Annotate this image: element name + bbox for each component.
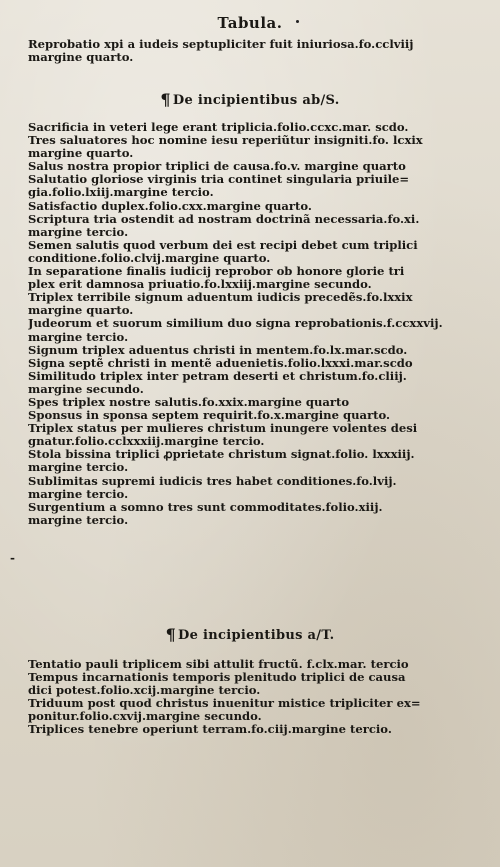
text-line: ponitur.folio.cxvij.margine secundo. [28,710,262,724]
text-line: margine secundo. [28,382,144,396]
section-heading-text: De incipientibus a/T. [178,628,335,643]
index-entry [28,370,468,396]
index-entry [28,396,468,409]
text-line: Signa septẽ christi in mentẽ aduenietis.folio.lxxxi.mar.scdo [28,356,413,370]
page-header: Tabula. [217,14,283,32]
index-entry [28,200,468,213]
index-entry [28,501,468,527]
index-entry [28,344,468,357]
section-t-entries [28,658,468,737]
text-line: margine tercio. [28,461,129,475]
text-line: Sublimitas supremi iudicis tres habet conditiones.fo.lvij. [28,474,397,488]
index-entry [28,160,468,173]
text-line: margine tercio. [28,330,129,344]
text-line: Semen salutis quod verbum dei est recipi debet cum triplici [28,238,418,252]
text-line: margine tercio. [28,513,129,527]
text-line: margine quarto. [28,51,134,65]
index-entry [28,448,468,474]
pilcrow-icon: ¶ [160,90,171,109]
text-line: Surgentium a somno tres sunt commoditates.folio.xiij. [28,500,383,514]
index-entry [28,239,468,265]
index-entry [28,671,468,697]
text-line: Reprobatio xpi a iudeis septupliciter fuit iniuriosa.fo.cclviij [28,38,414,51]
text-line: Satisfactio duplex.folio.cxx.margine quarto. [28,199,312,213]
section-heading-s [0,90,500,109]
text-line: In separatione finalis iudicij reprobor ob honore glorie tri [28,265,405,279]
margin-mark: - [10,551,15,565]
index-entry [28,265,468,291]
text-line: margine quarto. [28,147,134,161]
text-line: Triplex status per mulieres christum inungere volentes desi [28,422,418,436]
text-line: gia.folio.lxiij.margine tercio. [28,186,214,200]
text-line: gnatur.folio.cclxxxiij.margine tercio. [28,435,265,449]
index-entry [28,357,468,370]
text-line: conditione.folio.clvij.margine quarto. [28,251,271,265]
text-line: Scriptura tria ostendit ad nostram doctrinã necessaria.fo.xi. [28,212,420,226]
text-line: margine tercio. [28,487,129,501]
index-entry [28,291,468,317]
index-entry [28,723,468,736]
index-entry [28,658,468,671]
index-entry [28,134,468,160]
text-line: margine quarto. [28,304,134,318]
text-line: Stola bissina triplici ꝓprietate christum signat.folio. lxxxiij. [28,448,415,462]
section-heading-t [0,625,500,644]
text-line: Triplices tenebre operiunt terram.fo.ciij.margine tercio. [28,723,392,737]
index-entry [28,173,468,199]
text-line: dici potest.folio.xcij.margine tercio. [28,684,261,698]
section-s-entries [28,121,468,527]
text-line: Triplex terribile signum aduentum iudicis precedẽs.fo.lxxix [28,291,413,305]
index-entry [28,121,468,134]
pilcrow-icon: ¶ [165,625,177,644]
index-entry [28,317,468,343]
index-entry [28,409,468,422]
text-line: Spes triplex nostre salutis.fo.xxix.margine quarto [28,395,350,409]
text-line: Judeorum et suorum similium duo signa reprobationis.f.ccxxvij. [28,317,443,331]
text-line: Tres saluatores hoc nomine iesu reperiũtur insigniti.fo. lcxix [28,134,423,148]
text-line: Signum triplex aduentus christi in mentem.fo.lx.mar.scdo. [28,343,408,357]
index-entry [28,213,468,239]
index-entry [28,697,468,723]
text-line: Triduum post quod christus inuenitur mistice tripliciter ex= [28,697,421,711]
text-line: Salus nostra propior triplici de causa.fo.v. margine quarto [28,160,406,174]
index-entry [28,475,468,501]
text-line: plex erit damnosa priuatio.fo.lxxiij.margine secundo. [28,278,372,292]
text-line: Salutatio gloriose virginis tria continet singularia priuile= [28,173,410,187]
intro-entry [28,38,468,64]
text-line: margine tercio. [28,225,129,239]
text-line: Sponsus in sponsa septem requirit.fo.x.margine quarto. [28,409,391,423]
index-entry [28,422,468,448]
section-heading-text: De incipientibus ab/S. [172,93,340,108]
text-line: Sacrificia in veteri lege erant triplicia.folio.ccxc.mar. scdo. [28,121,409,134]
text-line: Tentatio pauli triplicem sibi attulit fructũ. f.clx.mar. tercio [28,658,409,671]
header-dot-mark [296,20,299,23]
text-line: Tempus incarnationis temporis plenitudo triplici de causa [28,671,406,685]
text-line: Similitudo triplex inter petram deserti et christum.fo.cliij. [28,369,407,383]
